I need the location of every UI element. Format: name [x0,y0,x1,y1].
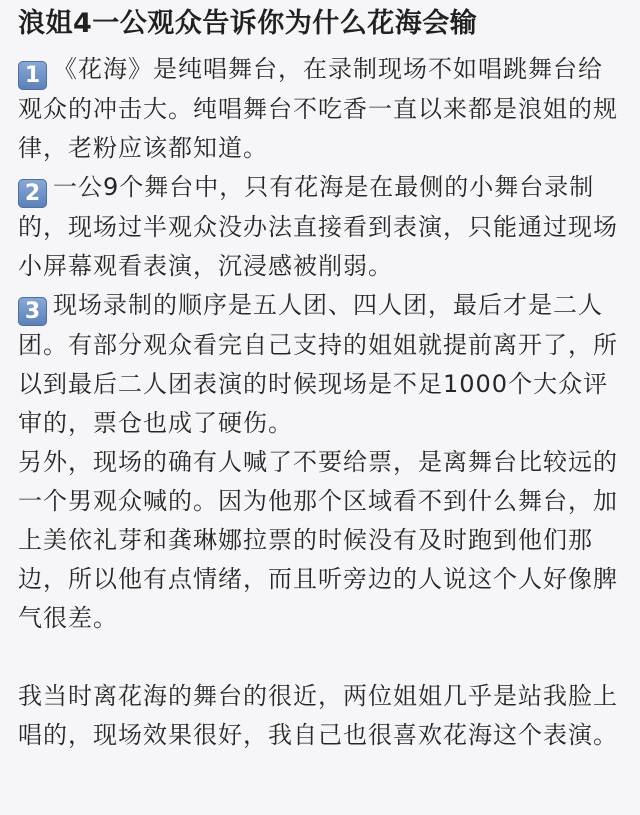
point-3-text: 现场录制的顺序是五人团、四人团，最后才是二人团。有部分观众看完自己支持的姐姐就提前离开了，所以到最后二人团表演的时候现场是不足1000个大众评审的，票仓也成了硬伤。 [18,291,618,437]
extra-paragraph: 另外，现场的确有人喊了不要给票，是离舞台比较远的一个男观众喊的。因为他那个区域看不到什么舞台，加上美依礼芽和龚琳娜拉票的时候没有及时跑到他们那边，所以他有点情绪，而且听旁边的人说这个人好像脾气很差。 [18,448,618,632]
point-2-text: 一公9个舞台中，只有花海是在最侧的小舞台录制的，现场过半观众没办法直接看到表演，只能通过现场小屏幕观看表演，沉浸感被削弱。 [18,173,618,280]
post-title: 浪姐4一公观众告诉你为什么花海会输 [18,8,478,39]
keycap-1-icon: 1 [18,61,47,90]
point-2 [18,168,622,286]
point-1-text: 《花海》是纯唱舞台，在录制现场不如唱跳舞台给观众的冲击大。纯唱舞台不吃香一直以来都是浪姐的规律，老粉应该都知道。 [18,55,618,162]
paragraph-gap [18,638,622,677]
keycap-3-icon: 3 [18,297,47,326]
closing-paragraph: 我当时离花海的舞台的很近，两位姐姐几乎是站我脸上唱的，现场效果很好，我自己也很喜欢花海这个表演。 [18,682,618,749]
keycap-2-icon: 2 [18,179,47,208]
point-3 [18,286,622,443]
point-1 [18,50,622,168]
